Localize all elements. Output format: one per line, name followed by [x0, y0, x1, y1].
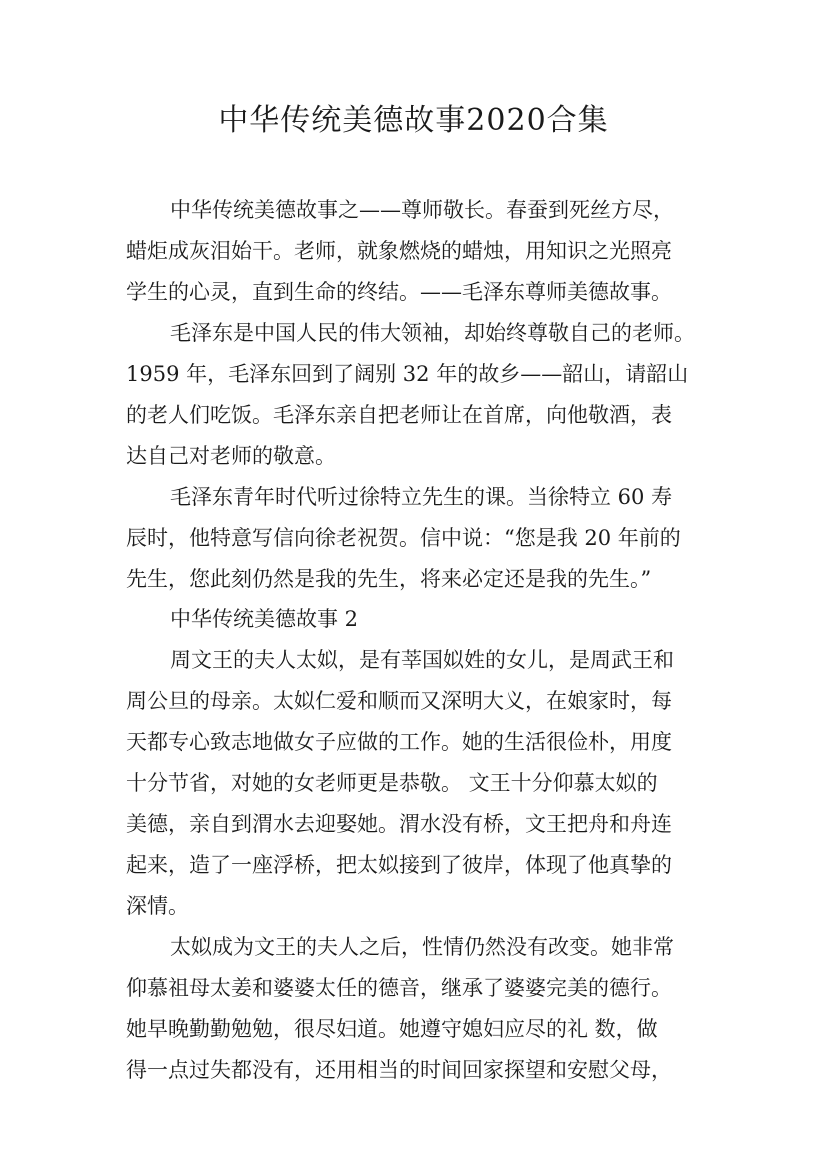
paragraph-line: 中华传统美德故事之——尊师敬长。春蚕到死丝方尽， — [170, 198, 674, 222]
paragraph-line: 毛泽东青年时代听过徐特立先生的课。当徐特立 60 寿 — [170, 485, 673, 509]
paragraph-line: 学生的心灵，直到生命的终结。——毛泽东尊师美德故事。 — [126, 280, 672, 304]
paragraph-line: 天都专心致志地做女子应做的工作。她的生活很俭朴，用度 — [126, 730, 672, 754]
paragraph-line: 十分节省，对她的女老师更是恭敬。 文王十分仰慕太姒的 — [126, 771, 658, 795]
paragraph-line: 周公旦的母亲。太姒仁爱和顺而又深明大义，在娘家时，每 — [126, 689, 672, 713]
section-heading: 中华传统美德故事 2 — [170, 607, 359, 631]
paragraph-line: 的老人们吃饭。毛泽东亲自把老师让在首席，向他敬酒，表 — [126, 403, 672, 427]
paragraph-line: 周文王的夫人太姒，是有莘国姒姓的女儿，是周武王和 — [170, 648, 674, 672]
paragraph-line: 美德，亲自到渭水去迎娶她。渭水没有桥，文王把舟和舟连 — [126, 812, 672, 836]
paragraph-line: 毛泽东是中国人民的伟大领袖，却始终尊敬自己的老师。 — [170, 321, 695, 345]
paragraph-line: 太姒成为文王的夫人之后，性情仍然没有改变。她非常 — [170, 935, 674, 959]
paragraph-line: 起来，造了一座浮桥，把太姒接到了彼岸，体现了他真挚的 — [126, 853, 672, 877]
paragraph-line: 得一点过失都没有，还用相当的时间回家探望和安慰父母， — [126, 1058, 672, 1082]
paragraph-line: 先生，您此刻仍然是我的先生，将来必定还是我的先生。” — [126, 567, 652, 591]
paragraph-line: 辰时，他特意写信向徐老祝贺。信中说：“您是我 20 年前的 — [126, 526, 681, 550]
paragraph-line: 深情。 — [126, 894, 189, 918]
paragraph-line: 1959 年，毛泽东回到了阔别 32 年的故乡——韶山，请韶山 — [126, 362, 689, 386]
paragraph-line: 她早晚勤勤勉勉，很尽妇道。她遵守媳妇应尽的礼 数，做 — [126, 1017, 658, 1041]
paragraph-line: 蜡炬成灰泪始干。老师，就象燃烧的蜡烛，用知识之光照亮 — [126, 239, 672, 263]
paragraph-line: 仰慕祖母太姜和婆婆太任的德音，继承了婆婆完美的德行。 — [126, 976, 672, 1000]
document-title: 中华传统美德故事2020合集 — [218, 103, 609, 138]
paragraph-line: 达自己对老师的敬意。 — [126, 444, 336, 468]
